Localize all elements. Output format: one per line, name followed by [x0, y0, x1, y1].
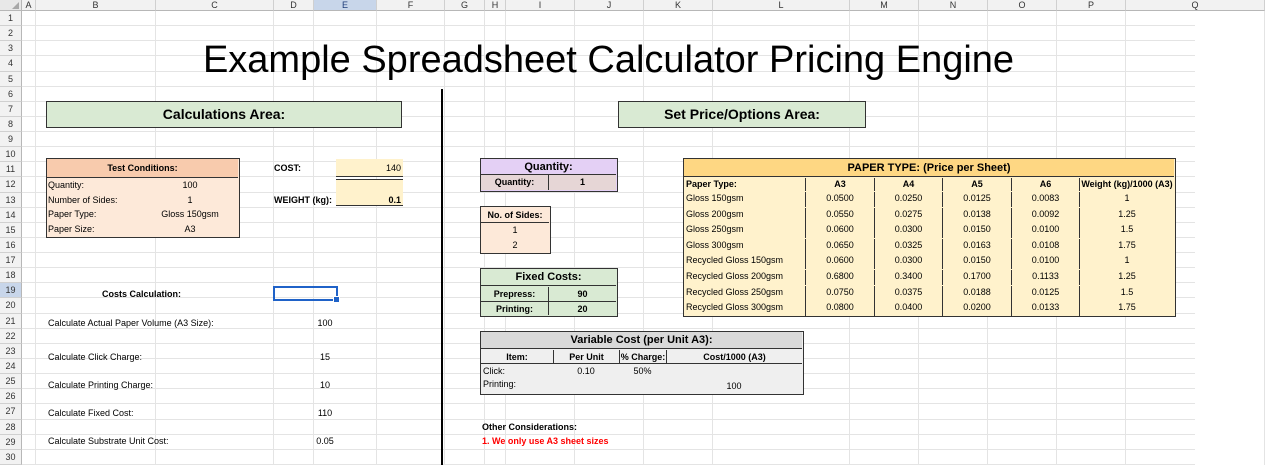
column-header[interactable]: P: [1057, 0, 1126, 11]
row-header[interactable]: 3: [0, 41, 22, 56]
variable-row-cost[interactable]: 100: [726, 381, 742, 391]
paper-price-cell[interactable]: 0.0275: [874, 208, 942, 223]
paper-price-cell[interactable]: 0.0600: [805, 223, 874, 238]
column-header[interactable]: B: [36, 0, 156, 11]
calculations-area-header: Calculations Area:: [46, 101, 402, 128]
prepress-value[interactable]: 90: [577, 289, 588, 299]
paper-price-cell[interactable]: 0.6800: [805, 270, 874, 285]
test-condition-value[interactable]: 1: [187, 194, 193, 205]
other-considerations-header: Other Considerations:: [482, 422, 578, 432]
test-condition-value[interactable]: A3: [184, 223, 196, 234]
paper-price-cell[interactable]: 1.25: [1079, 270, 1174, 285]
column-header[interactable]: G: [445, 0, 485, 11]
costs-calc-label: Calculate Actual Paper Volume (A3 Size):: [48, 318, 214, 328]
paper-price-cell[interactable]: 0.0125: [942, 192, 1011, 207]
column-header[interactable]: Q: [1126, 0, 1265, 11]
paper-type-name: Recycled Gloss 150gsm: [686, 255, 784, 266]
costs-calc-label: Calculate Printing Charge:: [48, 380, 154, 390]
test-conditions-table: [46, 158, 240, 238]
paper-type-name: Recycled Gloss 250gsm: [686, 286, 784, 297]
paper-price-cell[interactable]: 0.0400: [874, 301, 942, 316]
row-header[interactable]: 11: [0, 162, 22, 177]
prepress-label: Prepress:: [481, 287, 549, 301]
paper-price-cell[interactable]: 0.0133: [1011, 301, 1079, 316]
variable-row-item: Printing:: [483, 379, 517, 389]
grid-row-line: [22, 403, 1195, 404]
paper-type-name: Gloss 150gsm: [686, 193, 744, 203]
test-condition-label: Paper Size:: [48, 223, 95, 234]
paper-price-cell[interactable]: 0.1133: [1011, 270, 1079, 285]
cost-label: COST:: [274, 163, 301, 173]
test-condition-value[interactable]: Gloss 150gsm: [161, 209, 219, 219]
variable-row-per-unit[interactable]: 0.10: [577, 366, 595, 376]
paper-type-name: Gloss 250gsm: [686, 224, 744, 235]
column-header[interactable]: M: [850, 0, 919, 11]
column-header[interactable]: H: [485, 0, 506, 11]
column-header[interactable]: A: [22, 0, 36, 11]
column-header[interactable]: L: [713, 0, 850, 11]
row-header[interactable]: 24: [0, 359, 22, 374]
paper-price-cell[interactable]: 0.0300: [874, 254, 942, 269]
paper-price-cell[interactable]: 0.0125: [1011, 286, 1079, 301]
paper-type-header: PAPER TYPE: (Price per Sheet): [684, 159, 1174, 177]
column-header[interactable]: N: [919, 0, 988, 11]
paper-price-cell[interactable]: 0.0300: [874, 223, 942, 238]
row-header[interactable]: 5: [0, 72, 22, 87]
paper-price-cell[interactable]: 1: [1079, 192, 1174, 207]
paper-price-cell[interactable]: 0.0550: [805, 208, 874, 223]
grid-row-line: [22, 131, 1195, 132]
row-header[interactable]: 1: [0, 11, 22, 26]
sides-table: [480, 206, 551, 254]
quantity-header: Quantity:: [481, 159, 616, 175]
paper-type-name: Gloss 300gsm: [686, 239, 744, 250]
variable-row-item: Click:: [483, 366, 505, 376]
paper-column-header: A5: [942, 178, 1011, 191]
paper-type-name: Gloss 200gsm: [686, 208, 744, 219]
variable-col-per-unit: Per Unit: [553, 350, 619, 364]
quantity-value[interactable]: 1: [549, 175, 616, 190]
costs-calc-label: Calculate Substrate Unit Cost:: [48, 436, 169, 446]
paper-price-cell[interactable]: 0.0108: [1011, 239, 1079, 254]
paper-price-cell[interactable]: 0.0325: [874, 239, 942, 254]
row-header[interactable]: 8: [0, 117, 22, 132]
paper-price-cell[interactable]: 0.0138: [942, 208, 1011, 223]
costs-calc-label: Calculate Click Charge:: [48, 352, 143, 362]
paper-price-cell[interactable]: 1.5: [1079, 223, 1174, 238]
row-header[interactable]: 26: [0, 389, 22, 404]
test-conditions-header: Test Conditions:: [47, 159, 238, 178]
fixed-costs-header: Fixed Costs:: [481, 269, 616, 286]
column-header[interactable]: D: [274, 0, 314, 11]
costs-calc-value[interactable]: 110: [317, 408, 333, 418]
row-header[interactable]: 25: [0, 374, 22, 389]
paper-price-cell[interactable]: 0.0750: [805, 286, 874, 301]
row-header[interactable]: 20: [0, 298, 22, 313]
paper-price-cell[interactable]: 0.0150: [942, 223, 1011, 238]
row-header[interactable]: 9: [0, 132, 22, 147]
paper-column-header: A3: [805, 178, 874, 191]
test-condition-label: Quantity:: [48, 180, 85, 190]
column-header[interactable]: C: [156, 0, 274, 11]
row-header[interactable]: 18: [0, 268, 22, 283]
fixed-costs-table: [480, 268, 618, 317]
weight-value[interactable]: 0.1: [336, 179, 403, 206]
grid-row-line: [22, 25, 1195, 26]
section-divider: [441, 89, 443, 465]
test-condition-label: Paper Type:: [48, 209, 97, 219]
row-header[interactable]: 16: [0, 238, 22, 253]
row-header[interactable]: 23: [0, 344, 22, 359]
row-header[interactable]: 17: [0, 253, 22, 268]
sides-option[interactable]: 1: [512, 225, 518, 235]
select-all-icon: [12, 2, 19, 9]
row-header[interactable]: 10: [0, 147, 22, 162]
paper-price-cell[interactable]: 0.0163: [942, 239, 1011, 254]
column-header[interactable]: K: [644, 0, 713, 11]
variable-cost-header: Variable Cost (per Unit A3):: [481, 332, 802, 349]
row-header[interactable]: 29: [0, 435, 22, 450]
column-header[interactable]: O: [988, 0, 1057, 11]
row-header[interactable]: 12: [0, 177, 22, 192]
paper-price-cell[interactable]: 1.5: [1079, 286, 1174, 301]
paper-column-header: A6: [1011, 178, 1079, 191]
row-header[interactable]: 7: [0, 102, 22, 117]
selected-cell-e19[interactable]: [273, 286, 338, 301]
paper-price-cell[interactable]: 0.0800: [805, 301, 874, 316]
grid-row-line: [22, 449, 1195, 450]
paper-price-cell[interactable]: 0.1700: [942, 270, 1011, 285]
costs-calc-value[interactable]: 100: [317, 318, 333, 328]
row-header[interactable]: 27: [0, 404, 22, 419]
paper-price-cell[interactable]: 0.0200: [942, 301, 1011, 316]
row-header[interactable]: 21: [0, 314, 22, 329]
weight-label: WEIGHT (kg):: [274, 195, 332, 205]
variable-row-charge[interactable]: 50%: [633, 366, 652, 376]
printing-label: Printing:: [481, 301, 549, 315]
grid-row-line: [22, 146, 1195, 147]
variable-col-charge: % Charge:: [620, 352, 666, 362]
costs-calc-label: Calculate Fixed Cost:: [48, 408, 134, 418]
quantity-label: Quantity:: [481, 175, 549, 190]
column-header[interactable]: F: [377, 0, 445, 11]
variable-cost-table: [480, 331, 804, 395]
paper-column-header: Weight (kg)/1000 (A3): [1079, 178, 1174, 191]
paper-type-name: Recycled Gloss 300gsm: [686, 302, 784, 313]
sides-option[interactable]: 2: [512, 240, 518, 250]
paper-type-table: [683, 158, 1176, 317]
paper-price-cell[interactable]: 0.0083: [1011, 192, 1079, 207]
test-condition-label: Number of Sides:: [48, 194, 118, 205]
variable-col-cost: Cost/1000 (A3): [666, 350, 802, 364]
column-header[interactable]: I: [506, 0, 575, 11]
paper-price-cell[interactable]: 0.3400: [874, 270, 942, 285]
costs-calc-value[interactable]: 0.05: [316, 436, 334, 446]
row-header[interactable]: 2: [0, 26, 22, 41]
paper-price-cell[interactable]: 1.75: [1079, 301, 1174, 316]
row-header[interactable]: 14: [0, 208, 22, 223]
paper-price-cell[interactable]: 0.0150: [942, 254, 1011, 269]
paper-column-header: A4: [874, 178, 942, 191]
sides-header: No. of Sides:: [481, 207, 549, 223]
row-header[interactable]: 19: [0, 283, 22, 298]
fill-handle[interactable]: [333, 296, 340, 303]
page-title: Example Spreadsheet Calculator Pricing Engine: [202, 39, 1015, 81]
quantity-table: [480, 158, 618, 192]
paper-price-cell[interactable]: 0.0188: [942, 286, 1011, 301]
variable-col-item: Item:: [481, 350, 553, 364]
test-condition-value[interactable]: 100: [182, 180, 198, 190]
grid-row-line: [22, 86, 1195, 87]
paper-column-header: Paper Type:: [686, 179, 737, 189]
paper-price-cell[interactable]: 1.75: [1079, 239, 1174, 254]
paper-price-cell[interactable]: 0.0100: [1011, 254, 1079, 269]
row-header[interactable]: 4: [0, 56, 22, 71]
costs-calculation-header: Costs Calculation:: [102, 289, 182, 299]
column-header[interactable]: E: [314, 0, 377, 11]
paper-price-cell[interactable]: 0.0600: [805, 254, 874, 269]
paper-price-cell[interactable]: 0.0100: [1011, 223, 1079, 238]
paper-price-cell[interactable]: 0.0650: [805, 239, 874, 254]
paper-price-cell[interactable]: 1.25: [1079, 208, 1174, 223]
paper-price-cell[interactable]: 0.0250: [874, 192, 942, 207]
row-header[interactable]: 28: [0, 420, 22, 435]
column-header[interactable]: J: [575, 0, 644, 11]
paper-price-cell[interactable]: 1: [1079, 254, 1174, 269]
row-header[interactable]: 13: [0, 193, 22, 208]
row-header[interactable]: 6: [0, 87, 22, 102]
other-considerations-note: 1. We only use A3 sheet sizes: [482, 436, 609, 446]
row-header[interactable]: 15: [0, 223, 22, 238]
printing-value[interactable]: 20: [549, 301, 616, 315]
paper-price-cell[interactable]: 0.0375: [874, 286, 942, 301]
select-all-corner[interactable]: [0, 0, 22, 11]
costs-calc-value[interactable]: 10: [319, 380, 330, 390]
cost-value[interactable]: 140: [336, 159, 403, 177]
paper-price-cell[interactable]: 0.0092: [1011, 208, 1079, 223]
row-header[interactable]: 30: [0, 450, 22, 465]
paper-price-cell[interactable]: 0.0500: [805, 192, 874, 207]
row-header[interactable]: 22: [0, 329, 22, 344]
set-price-area-header: Set Price/Options Area:: [618, 101, 866, 128]
paper-type-name: Recycled Gloss 200gsm: [686, 271, 784, 281]
costs-calc-value[interactable]: 15: [319, 352, 330, 362]
